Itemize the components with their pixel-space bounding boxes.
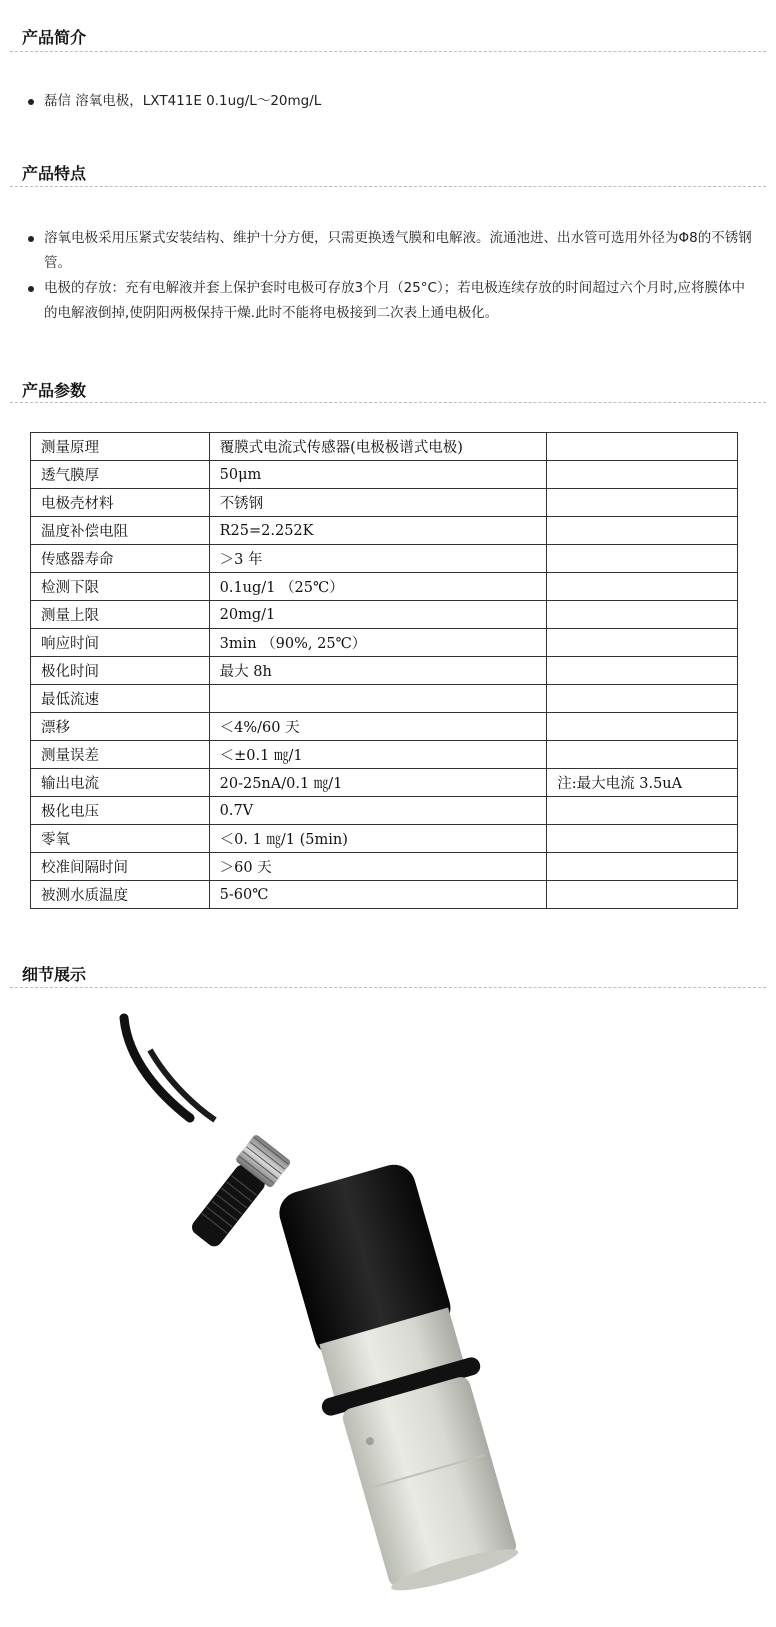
param-name: 响应时间 bbox=[31, 629, 210, 657]
param-row bbox=[31, 881, 738, 909]
param-value: ＜±0.1 ㎎/1 bbox=[209, 741, 547, 769]
param-note bbox=[547, 573, 738, 601]
param-value: 3min （90%, 25℃） bbox=[209, 629, 547, 657]
section-title-params: 产品参数 bbox=[22, 381, 87, 400]
param-value: 20mg/1 bbox=[209, 601, 547, 629]
features-list bbox=[22, 226, 752, 326]
divider bbox=[10, 51, 766, 52]
section-title-intro: 产品简介 bbox=[22, 28, 87, 47]
param-note bbox=[547, 797, 738, 825]
param-note bbox=[547, 461, 738, 489]
param-value: 不锈钢 bbox=[209, 489, 547, 517]
param-row bbox=[31, 853, 738, 881]
param-note: 注:最大电流 3.5uA bbox=[547, 769, 738, 797]
param-value bbox=[209, 685, 547, 713]
param-name: 温度补偿电阻 bbox=[31, 517, 210, 545]
param-note bbox=[547, 825, 738, 853]
param-row bbox=[31, 713, 738, 741]
param-value: ＜4%/60 天 bbox=[209, 713, 547, 741]
param-value: ＞3 年 bbox=[209, 545, 547, 573]
param-note bbox=[547, 657, 738, 685]
intro-item: 磊信 溶氧电极，LXT411E 0.1ug/L～20mg/L bbox=[22, 89, 752, 114]
param-row bbox=[31, 657, 738, 685]
param-value: 50μm bbox=[209, 461, 547, 489]
param-note bbox=[547, 685, 738, 713]
param-row bbox=[31, 601, 738, 629]
param-note bbox=[547, 545, 738, 573]
intro-list bbox=[22, 89, 752, 114]
param-note bbox=[547, 881, 738, 909]
params-table bbox=[30, 432, 738, 909]
param-name: 传感器寿命 bbox=[31, 545, 210, 573]
cable bbox=[124, 1018, 190, 1118]
param-value: ＜0. 1 ㎎/1 (5min) bbox=[209, 825, 547, 853]
param-row bbox=[31, 741, 738, 769]
param-row bbox=[31, 825, 738, 853]
electrode-photo bbox=[0, 1000, 776, 1627]
param-row bbox=[31, 573, 738, 601]
param-name: 极化时间 bbox=[31, 657, 210, 685]
param-row bbox=[31, 433, 738, 461]
param-value: 5-60℃ bbox=[209, 881, 547, 909]
divider bbox=[10, 186, 766, 187]
feature-item: 电极的存放：充有电解液并套上保护套时电极可存放3个月（25°C）；若电极连续存放的时间超过六个月时,应将膜体中的电解液倒掉,使阴阳两极保持干燥.此时不能将电极接到二次表上通电极化。 bbox=[22, 276, 752, 326]
param-name: 最低流速 bbox=[31, 685, 210, 713]
param-name: 检测下限 bbox=[31, 573, 210, 601]
divider bbox=[10, 402, 766, 403]
param-note bbox=[547, 741, 738, 769]
param-name: 透气膜厚 bbox=[31, 461, 210, 489]
feature-item: 溶氧电极采用压紧式安装结构、维护十分方便，只需更换透气膜和电解液。流通池进、出水管可选用外径为Φ8的不锈钢管。 bbox=[22, 226, 752, 276]
param-row bbox=[31, 545, 738, 573]
param-name: 输出电流 bbox=[31, 769, 210, 797]
param-value: R25=2.252K bbox=[209, 517, 547, 545]
param-note bbox=[547, 489, 738, 517]
param-note bbox=[547, 853, 738, 881]
param-note bbox=[547, 517, 738, 545]
param-row bbox=[31, 685, 738, 713]
param-name: 极化电压 bbox=[31, 797, 210, 825]
param-name: 测量原理 bbox=[31, 433, 210, 461]
param-value: 覆膜式电流式传感器(电极极谱式电极) bbox=[209, 433, 547, 461]
param-name: 校准间隔时间 bbox=[31, 853, 210, 881]
section-title-features: 产品特点 bbox=[22, 164, 87, 183]
param-note bbox=[547, 433, 738, 461]
param-name: 零氧 bbox=[31, 825, 210, 853]
param-name: 测量上限 bbox=[31, 601, 210, 629]
param-row bbox=[31, 461, 738, 489]
param-note bbox=[547, 601, 738, 629]
param-note bbox=[547, 713, 738, 741]
param-row bbox=[31, 517, 738, 545]
param-name: 电极壳材料 bbox=[31, 489, 210, 517]
param-value: 20-25nA/0.1 ㎎/1 bbox=[209, 769, 547, 797]
param-row bbox=[31, 489, 738, 517]
param-value: 最大 8h bbox=[209, 657, 547, 685]
param-value: 0.1ug/1 （25℃） bbox=[209, 573, 547, 601]
param-value: ＞60 天 bbox=[209, 853, 547, 881]
param-note bbox=[547, 629, 738, 657]
param-row bbox=[31, 769, 738, 797]
param-row bbox=[31, 797, 738, 825]
param-name: 测量误差 bbox=[31, 741, 210, 769]
param-value: 0.7V bbox=[209, 797, 547, 825]
param-name: 被测水质温度 bbox=[31, 881, 210, 909]
param-row bbox=[31, 629, 738, 657]
param-name: 漂移 bbox=[31, 713, 210, 741]
divider bbox=[10, 987, 766, 988]
section-title-details: 细节展示 bbox=[22, 965, 87, 984]
